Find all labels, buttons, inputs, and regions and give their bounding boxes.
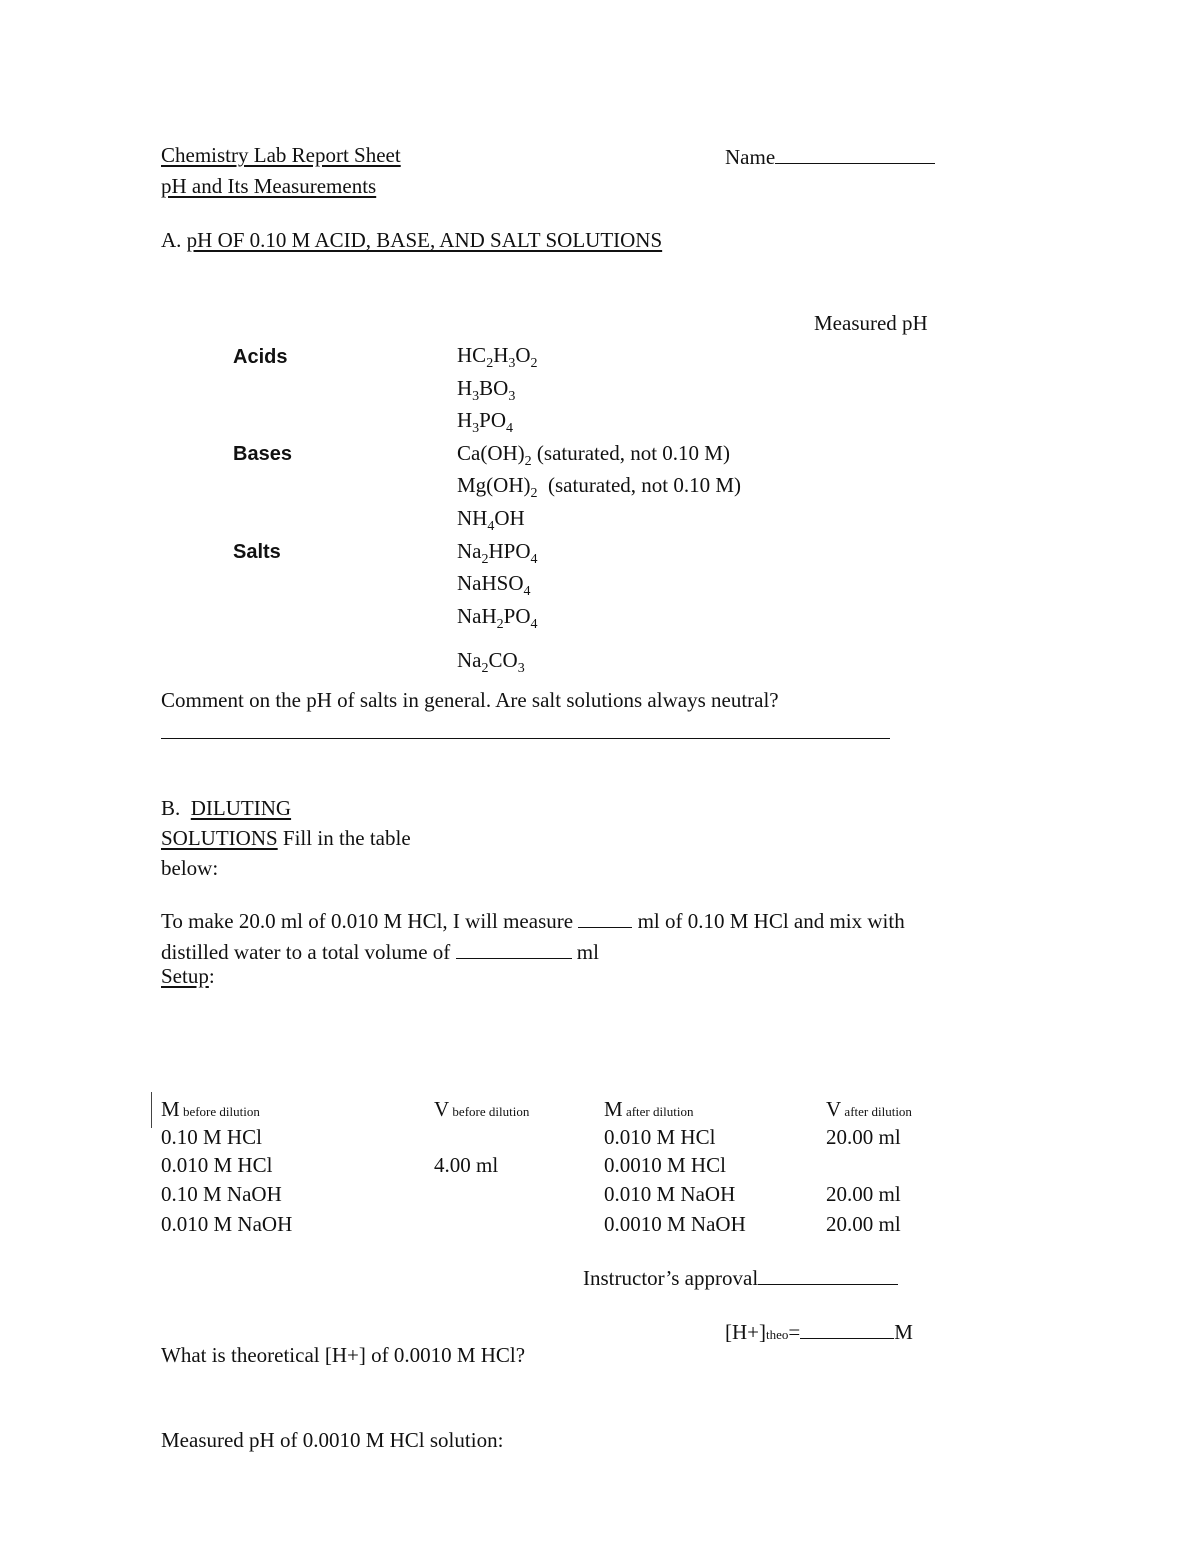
section-b-title-line2: SOLUTIONS — [161, 826, 278, 850]
header-variable: V — [826, 1097, 842, 1121]
formula-subscript: 3 — [508, 389, 516, 404]
formula-subscript: 2 — [530, 356, 538, 371]
table-cell: 0.10 M HCl — [161, 1125, 262, 1149]
formula-text: PO — [503, 604, 531, 628]
name-blank — [775, 145, 935, 164]
setup-label — [161, 966, 215, 987]
salt-comment-question: Comment on the pH of salts in general. Are salt solutions always neutral? — [161, 688, 779, 712]
formula-subscript: 2 — [530, 486, 538, 501]
compound-formula — [457, 408, 514, 436]
table-header-cell — [826, 1099, 912, 1120]
h-theo-blank — [800, 1320, 894, 1339]
formula-subscript: 4 — [506, 421, 514, 436]
formula-subscript: 2 — [496, 617, 504, 632]
formula-subscript: 2 — [481, 552, 489, 567]
section-a-heading — [161, 230, 662, 251]
formula-text: (saturated, not 0.10 M) — [531, 441, 730, 465]
table-header-cell — [604, 1099, 693, 1120]
formula-subscript: 2 — [524, 454, 532, 469]
section-b-heading — [161, 798, 291, 819]
formula-subscript: 2 — [481, 661, 489, 676]
category-salts: Salts — [233, 541, 281, 563]
section-a-letter: A. — [161, 228, 182, 252]
formula-subscript: 4 — [530, 552, 538, 567]
formula-text: HPO — [488, 539, 531, 563]
formula-text: H — [457, 376, 473, 400]
formula-subscript: 3 — [508, 356, 516, 371]
measured-ph-header: Measured pH — [814, 311, 928, 335]
table-cell: 0.0010 M HCl — [604, 1153, 726, 1177]
setup-text: Setup — [161, 964, 209, 988]
formula-subscript: 4 — [523, 584, 531, 599]
sentence-part2: ml of 0.10 M HCl and mix with — [637, 909, 905, 933]
compound-formula — [457, 539, 538, 567]
compound-formula — [457, 473, 742, 501]
table-cell: 20.00 ml — [826, 1182, 901, 1206]
formula-text: Na — [457, 539, 482, 563]
approval-blank — [758, 1266, 898, 1285]
formula-text: CO — [488, 648, 518, 672]
table-cell: 0.010 M NaOH — [604, 1182, 736, 1206]
header-subscript: after dilution — [622, 1104, 694, 1119]
table-left-edge — [151, 1092, 152, 1128]
table-cell: 0.010 M HCl — [604, 1125, 716, 1149]
answer-line — [161, 738, 890, 739]
formula-text: Na — [457, 648, 482, 672]
table-cell: 20.00 ml — [826, 1212, 901, 1236]
document-subtitle: pH and Its Measurements — [161, 174, 377, 198]
compound-formula — [457, 376, 516, 404]
theoretical-h-question: What is theoretical [H+] of 0.0010 M HCl? — [161, 1343, 526, 1367]
formula-text: NaH — [457, 604, 497, 628]
section-b-heading-line2 — [161, 828, 411, 849]
instructor-approval-label: Instructor’s approval — [583, 1266, 759, 1290]
compound-formula — [457, 343, 538, 371]
instruction-line2: below: — [161, 856, 219, 880]
formula-subscript: 4 — [530, 617, 538, 632]
h-theo-subscript: theo — [766, 1327, 789, 1342]
name-label: Name — [725, 145, 776, 169]
section-a-title: pH OF 0.10 M ACID, BASE, AND SALT SOLUTIONS — [186, 228, 663, 252]
h-theo-field — [725, 1320, 913, 1343]
table-cell: 0.10 M NaOH — [161, 1182, 282, 1206]
document-title: Chemistry Lab Report Sheet — [161, 143, 401, 167]
section-b-title-line1: DILUTING — [190, 796, 292, 820]
formula-text: Ca(OH) — [457, 441, 525, 465]
formula-text: HC — [457, 343, 487, 367]
sentence-part1: To make 20.0 ml of 0.010 M HCl, I will measure — [161, 909, 574, 933]
formula-subscript: 3 — [472, 389, 480, 404]
h-theo-equals: = — [788, 1320, 801, 1344]
header-variable: M — [161, 1097, 180, 1121]
header-variable: V — [434, 1097, 450, 1121]
formula-text: BO — [479, 376, 509, 400]
formula-subscript: 3 — [517, 661, 525, 676]
instructor-approval — [583, 1266, 898, 1289]
formula-text: PO — [479, 408, 507, 432]
header-subscript: before dilution — [179, 1104, 260, 1119]
formula-text: O — [515, 343, 531, 367]
compound-formula — [457, 506, 525, 534]
h-theo-unit: M — [894, 1320, 913, 1344]
formula-subscript: 2 — [486, 356, 494, 371]
volume-blank — [578, 909, 632, 928]
formula-subscript: 3 — [472, 421, 480, 436]
formula-text: NaHSO — [457, 571, 524, 595]
table-header-cell — [161, 1099, 260, 1120]
table-cell: 0.0010 M NaOH — [604, 1212, 746, 1236]
table-cell: 4.00 ml — [434, 1153, 499, 1177]
category-bases: Bases — [233, 443, 292, 465]
header-variable: M — [604, 1097, 623, 1121]
formula-text: (saturated, not 0.10 M) — [537, 473, 742, 497]
category-acids: Acids — [233, 346, 288, 368]
section-b-letter: B. — [161, 796, 181, 820]
name-field-label — [725, 145, 935, 168]
compound-formula — [457, 604, 538, 632]
measured-ph-question: Measured pH of 0.0010 M HCl solution: — [161, 1428, 504, 1452]
formula-text: H — [457, 408, 473, 432]
instruction-line1: Fill in the table — [282, 826, 411, 850]
header-subscript: before dilution — [449, 1104, 530, 1119]
formula-text: NH — [457, 506, 488, 530]
formula-text: Mg(OH) — [457, 473, 531, 497]
sentence-part4: ml — [576, 940, 599, 964]
table-header-cell — [434, 1099, 529, 1120]
table-cell: 0.010 M HCl — [161, 1153, 273, 1177]
h-theo-prefix: [H+] — [725, 1320, 766, 1344]
compound-formula — [457, 441, 730, 469]
formula-text: H — [493, 343, 509, 367]
header-subscript: after dilution — [841, 1104, 912, 1119]
formula-text: OH — [494, 506, 525, 530]
table-cell: 20.00 ml — [826, 1125, 901, 1149]
total-volume-blank — [456, 940, 572, 959]
dilution-sentence-line2 — [161, 940, 599, 963]
sentence-part3: distilled water to a total volume of — [161, 940, 451, 964]
formula-subscript: 4 — [487, 519, 495, 534]
setup-colon: : — [208, 964, 215, 988]
compound-formula — [457, 571, 531, 599]
compound-formula — [457, 648, 525, 676]
table-cell: 0.010 M NaOH — [161, 1212, 293, 1236]
dilution-sentence-line1 — [161, 909, 905, 932]
